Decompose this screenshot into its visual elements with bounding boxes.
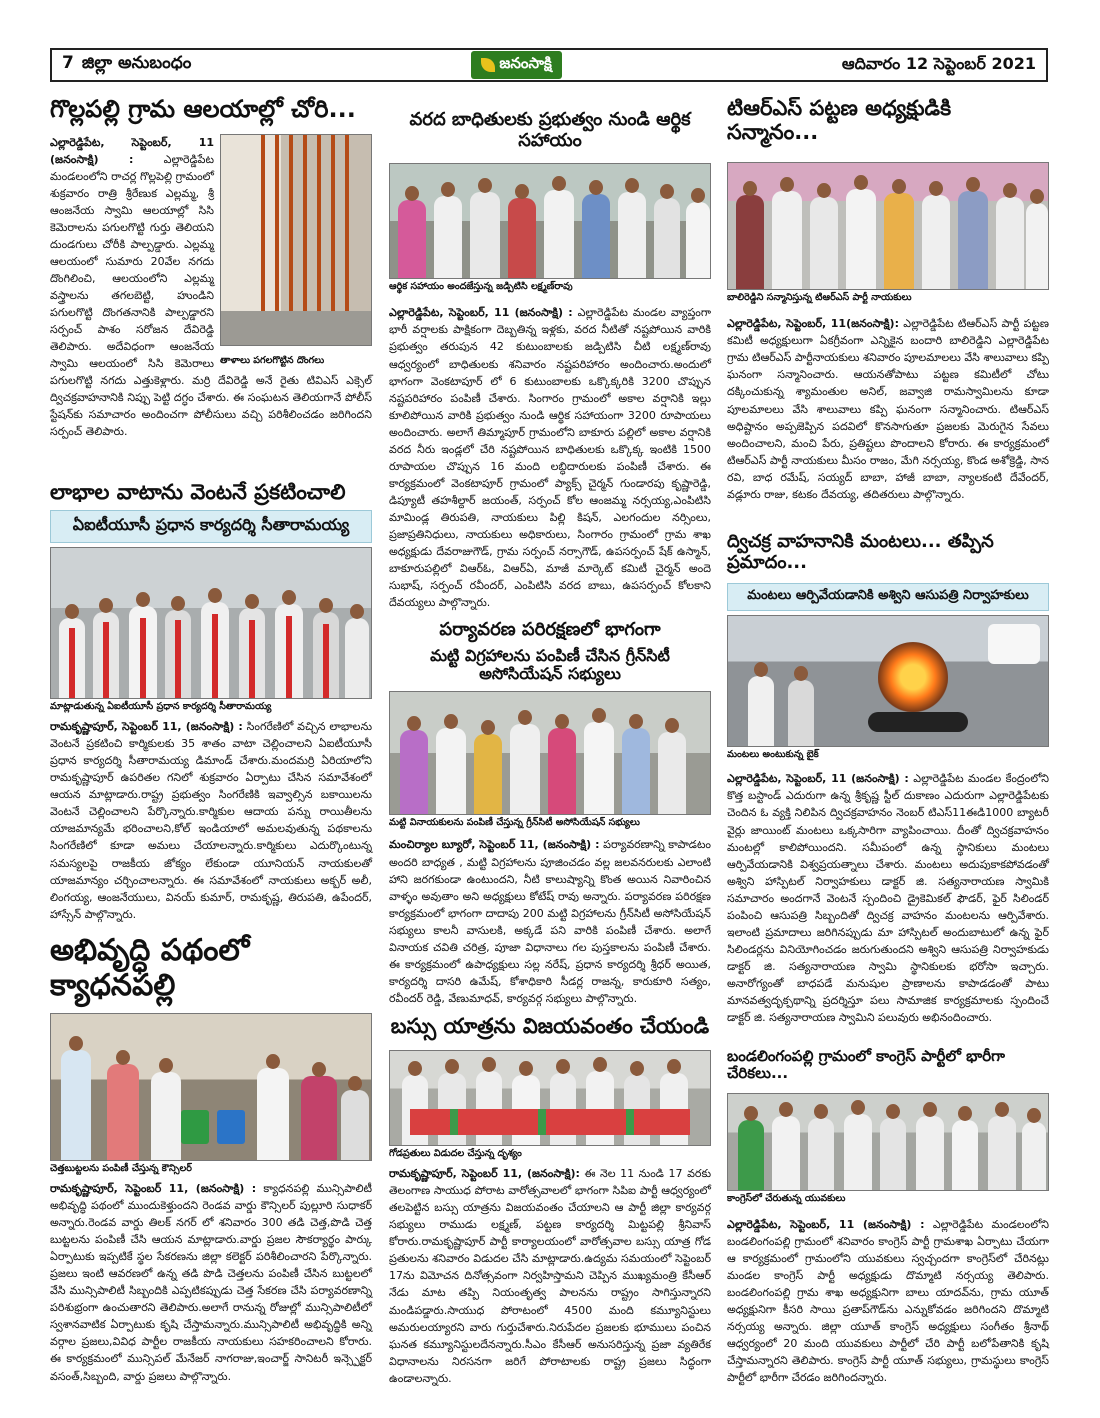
headline: లాభాల వాటాను వెంటనే ప్రకటించాలి <box>50 480 346 504</box>
dateline: ఎల్లారెడ్డిపేట, సెప్టెంబర్, 11 (జనంసాక్షి) : <box>727 1217 925 1231</box>
headline: గొల్లపల్లి గ్రామ ఆలయాల్లో చోరి... <box>50 95 356 123</box>
photo-caption: చెత్తబుట్టలను పంపిణీ చేస్తున్న కౌన్సిలర్ <box>50 1163 192 1174</box>
newspaper-logo <box>471 51 561 79</box>
photo-trs-felicitation <box>727 162 1049 290</box>
article-body <box>389 1165 711 1401</box>
article-bike-fire <box>727 532 1049 1038</box>
photo-relief-distribution <box>389 163 711 279</box>
leaf-icon <box>481 58 495 72</box>
headline-line-1: పర్యావరణ పరిరక్షణలో భాగంగా <box>439 619 661 640</box>
photo-temple-gate <box>220 134 372 346</box>
issue-date: ఆదివారం 12 సెప్టెంబర్ 2021 <box>841 53 1036 73</box>
article-body <box>727 770 1049 1038</box>
body-text: ఈ నెల 11 నుండి 17 వరకు తెలంగాణ సాయుధ పోరాట వారోత్సవాలలో భాగంగా సిపిఐ పార్టీ ఆధ్వర్యంలో తలపెట్టిన బస్సు యాత్రను విజయవంతం చేయాలని ఆ పార్టీ జిల్లా కార్యవర్గ సభ్యులు రాముడు లక్ష్మణ్, పట్టణ కార్యదర్శి మిట్టపల్లి శ్రీనివాస్ కోరారు.రామకృష్ణాపూర్ పార్టీ కార్యాలయంలో వారోత్సవాల బస్సు యాత్ర గోడ ప్రతులను శనివారం విడుదల చేసి మాట్లాడారు.ఉద్యమ సమయంలో సెప్టెంబర్ 17ను విమోచన దినోత్సవంగా నిర్వహిస్తామని చెప్పిన ముఖ్యమంత్రి కేసీఆర్ నేడు మాట తప్పి నియంతృత్వ పాలనను రాష్ట్రం సాగిస్తున్నారని మండిపడ్డారు.సాయుధ పోరాటంలో 4500 మంది కమ్యూనిస్టులు అమరులయ్యారని వారు గుర్తుచేశారు.నిరుపేదల ప్రజలకు భూములు పంచిన ఘనత కమ్యూనిస్టులదేనన్నారు.సీఎం కేసీఆర్ అనుసరిస్తున్న ప్రజా వ్యతిరేక విధానాలను నిరసనగా జరిగే పోరాటాలకు రాష్ట్ర ప్రజలు సిద్ధంగా ఉండాలన్నారు. <box>389 1167 711 1385</box>
photo-idol-distribution <box>389 691 711 815</box>
article-body <box>727 315 1049 539</box>
dateline: మంచిర్యాల బ్యూరో, సెప్టెంబర్ 11, (జనంసాక్షి) : <box>389 838 600 852</box>
article-body <box>389 304 711 642</box>
body-text: పర్యావరణాన్ని కాపాడటం అందరి బాధ్యత , మట్టి విగ్రహాలను పూజించడం వల్ల జలవనరులకు ఎలాంటి హాని జరగకుండా ఉంటుందని, నీటి కాలుష్యాన్ని కొంత అయిన నివారించిన వాళ్ళం అవుతాం అని అధ్యక్షులు కోటేష్ రావు అన్నారు. పర్యావరణ పరిరక్షణ కార్యక్రమంలో భాగంగా దాదాపు 200 మట్టి విగ్రహాలను గ్రీన్‌సిటీ అసోసియేషన్ సభ్యులు కాలనీ వాసులకి, అక్కడే పని వారికి పంపిణీ చేశారు. అలాగే వినాయక చవితి చరిత్ర, పూజా విధానాలు గల పుస్తకాలను పంపిణీ చేశారు. ఈ కార్యక్రమంలో ఉపాధ్యక్షులు సల్ల నరేష్, ప్రధాన కార్యదర్శి శ్రీధర్ అయిత, కార్యదర్శి దాసరి ఉమేష్, కోశాధికారి సీడర్ల రాజన్న, కారుకూరి సత్యం, రవీందర్ రెడ్డి, వేణుమాధవ్, కార్యవర్గ సభ్యులు పాల్గొన్నారు. <box>389 838 712 1005</box>
article-temple-theft <box>50 95 372 439</box>
dateline: ఎల్లారెడ్డిపేట, సెప్టెంబర్, 11 (జనంసాక్షి) : <box>50 135 214 166</box>
body-text: ఎల్లారెడ్డిపేట మండలంలోని రాచర్ల గొల్లపెల్లి గ్రామంలో శుక్రవారం రాత్రి శ్రీరేణుక ఎల్లమ్మ, శ్రీ ఆంజనేయ స్వామి ఆలయాల్లో సిసి కెమెరాలను పగులగొట్టి గుర్తు తెలియని దుండగులు చోరీకి పాల్పడ్డారు. ఎల్లమ్మ ఆలయంలో సుమారు 20వేల నగదు దొంగిలించి, ఆలయంలోని ఎల్లమ్మ వస్త్రాలను తగలబెట్టి, హుండిని పగులగొట్టి దొంగతనానికి పాల్పడ్డారని సర్పంచ్ పాశం సరోజన దేవిరెడ్డి తెలిపారు. అదేవిధంగా ఆంజనేయ స్వామి ఆలయంలో సిసి కెమెరాలు పగులగొట్టి నగదు ఎత్తుకెళ్లారు. మర్రి దేవిరెడ్డి అనే రైతు టివిఎస్ ఎక్సెల్ ద్విచక్రవాహనానికి నిప్పు పెట్టి దగ్ధం చేశారు. ఈ సంఘటన తెలియగానే పోలీస్ స్టేషన్‌కు సమాచారం అందించగా పోలీసులు వచ్చి పరిశీలించడం జరిగిందని సర్పంచ్ తెలిపారు. <box>50 152 372 439</box>
photo-bike-fire <box>727 615 1049 747</box>
article-kyadhanapalli <box>50 934 372 1392</box>
subheadline-band: మంటలు ఆర్పివేయడానికి అశ్విని ఆసుపత్రి నిర్వాహకులు <box>727 583 1049 611</box>
photo-caption: కాంగ్రెస్‌లో చేరుతున్న యువకులు <box>727 1192 846 1204</box>
article-trs-felicitation <box>727 96 1049 539</box>
photo-caption: మట్టి వినాయకులను పంపిణీ చేస్తున్న గ్రీన్‌సిటీ అసోసియేషన్ సభ్యులు <box>389 817 640 829</box>
dateline: ఎల్లారెడ్డిపేట, సెప్టెంబర్, 11 (జనంసాక్షి) : <box>727 772 909 786</box>
masthead <box>50 48 1048 82</box>
body-text: ఎల్లారెడ్డిపేట మండల కేంద్రంలోని కొత్త బస్టాండ్ ఎదురుగా ఉన్న శ్రీకృష్ణ స్టీల్ దుకాణం ఎదురుగా ఎల్లారెడ్డిపేటకు చెందిన ఓ వ్యక్తి నిలిపిన ద్విచక్రవాహనం నెంబర్ టిఎస్11ఈడి1000 బ్యాటరీ వైర్లు జాయింట్ మంటలు ఒక్కసారిగా వ్యాపించాయి. దీంతో ద్విచక్రవాహనం మంటల్లో కాలిపోయిందని. సమీపంలో ఉన్న స్థానికులు మంటలు ఆర్పివేయడానికి విశ్వప్రయత్నాలు చేశారు. మంటలు అదుపుకాకపోవడంతో అశ్విని హాస్పిటల్ నిర్వాహకులు డాక్టర్ జి. సత్యనారాయణ స్వామికి సమాచారం అందగానే వెంటనే స్పందించి డ్రైకెమికల్ ఫౌడర్, ఫైర్ సిలిండర్ పంపించి ఆసుపత్రి సిబ్బందితో ద్విచక్ర వాహనం మంటలను ఆర్పివేశారు. ఇలాంటి ప్రమాదాలు జరిగినప్పుడు మా హాస్పిటల్ అందుబాటులో ఉన్న ఫైర్ సిలిండర్లను వినియోగించడం జరుగుతుందని అశ్విని ఆసుపత్రి నిర్వాహకుడు డాక్టర్ జి. సత్యనారాయణ స్వామి స్థానికులకు భరోసా ఇచ్చారు. అనారోగ్యంతో బాధపడే మనుషుల ప్రాణాలను కాపాడడంతో పాటు మానవత్వదృక్పథాన్ని ప్రదర్శిస్తూ పలు సామాజిక కార్యక్రమాలకు స్పందించే డాక్టర్ జి. సత్యనారాయణ స్వామిని పలువురు అభినందించారు. <box>727 772 1050 1025</box>
page-header-left <box>62 53 191 77</box>
photo-dustbin-distribution <box>50 1013 372 1161</box>
photo-caption: తాళాలు పగలగొట్టిన దొంగలు <box>220 354 325 366</box>
photo-caption: బాలిరెడ్డిని సన్మానిస్తున్న టిఆర్ఎస్ పార్టీ నాయకులు <box>727 292 912 304</box>
photo-caption: ఆర్థిక సహాయం అందజేస్తున్న జడ్పిటిసి లక్ష్మణ్‌రావు <box>389 281 573 293</box>
article-body <box>50 1180 372 1392</box>
page-number: 7 <box>62 53 74 73</box>
logo-text: జనంసాక్షి <box>499 54 552 72</box>
dateline: ఎల్లారెడ్డిపేట, సెప్టెంబర్, 11 (జనంసాక్షి) : <box>389 306 573 320</box>
article-body <box>727 1216 1049 1412</box>
section-name: జిల్లా అనుబంధం <box>81 53 192 73</box>
body-text: ఎల్లారెడ్డిపేట మండల వ్యాప్తంగా భారీ వర్షాలకు పాక్షికంగా దెబ్బతిన్న ఇళ్లకు, వరద నీటితో నష్టపోయిన వారికి ప్రభుత్వం తరుపున 42 కుటుంబాలకు జడ్పిటిసి చీటి లక్ష్మణ్‌రావు ఆధ్వర్యంలో బాధితులకు శనివారం నష్టపరిహారం అందించారు.అందులో భాగంగా వెంకటాపూర్ లో 6 కుటుంబాలకు ఒక్కొక్కరికి 3200 చొప్పున నష్టపరిహారం పంపిణీ చేశారు. సింగారం గ్రామంలో అకాల వర్షానికి ఇల్లు కూలిపోయిన వారికి ప్రభుత్వం నుండి ఆర్థిక సహాయంగా 3200 రూపాయలు అందించారు. అలాగే తిమ్మాపూర్ గ్రామంలోని బాకూరు పల్లిలో అకాల వర్షానికి వరద నీరు ఇండ్లలో చేరి నష్టపోయిన బాధితులకు ఒక్కొక్క ఇంటికి 1500 రూపాయల చొప్పున 16 మంది లబ్ధిదారులకు పంపిణీ చేశారు. ఈ కార్యక్రమంలో వెంకటాపూర్ గ్రామంలో ప్యాక్స్ చైర్మన్ గుండారపు కృష్ణారెడ్డి, డిప్యూటీ తహశీల్దార్ జయంత్, సర్పంచ్ కోల ఆంజమ్మ నర్సయ్య,ఎంపిటిసి మామిండ్ల తిరుపతి, నాయకులు పిల్లి కిషన్, ఎలగందుల నర్సింలు, ప్రజాప్రతినిధులు, నాయకులు అధికారులు, సింగారం గ్రామంలో గ్రామ శాఖ అధ్యక్షుడు దేవరాజుగౌడ్, గ్రామ సర్పంచ్ నర్సాగౌడ్, ఉపసర్పంచ్ షేక్ ఉస్మాన్, బాకూరుపల్లిలో విఆర్ఓ, విఆర్ఏ, మాజీ మార్కెట్ కమిటీ చైర్మన్ అందె సుభాష్, సర్పంచ్ రవీందర్, ఎంపిటిసి వరద బాబు, ఉపసర్పంచ్ కోలకాని దేవయ్యలు పాల్గొన్నారు. <box>389 306 711 610</box>
photo-caption: మంటలు అంటుకున్న బైక్ <box>727 749 819 761</box>
photo-poster-release <box>389 1050 711 1146</box>
fire-icon <box>878 642 948 712</box>
article-bus-yatra <box>389 1014 711 1401</box>
article-body <box>389 836 712 1005</box>
dateline: రామకృష్ణాపూర్, సెప్టెంబర్ 11, (జనంసాక్షి) : <box>50 1182 257 1195</box>
article-flood-relief <box>389 110 711 642</box>
headline: ద్విచక్ర వాహనానికి మంటలు... తప్పిన ప్రమాదం... <box>727 531 994 573</box>
subheadline-band: ఏఐటీయూసీ ప్రధాన కార్యదర్శి సీతారామయ్య <box>50 510 372 543</box>
headline-line-2: మట్టి విగ్రహాలను పంపిణీ చేసిన గ్రీన్‌సిటీ అసోసియేషన్ సభ్యులు <box>430 645 670 684</box>
headline: అభివృద్ధి పథంలో క్యాధనపల్లి <box>50 933 250 1003</box>
photo-aituc-meeting <box>50 547 372 699</box>
body-text: క్యాధనపల్లి మున్సిపాలిటీ అభివృద్ధి పథంలో ముందుకెళ్తుందని రెండవ వార్డు కౌన్సిలర్ పుల్లూరి సుధాకర్ అన్నారు.రెండవ వార్డు తిలక్ నగర్ లో శనివారం 300 తడి చెత్త,పొడి చెత్త బుట్టలను పంపిణీ చేసి ఆయన మాట్లాడారు.వార్డు ప్రజల సౌకర్యార్థం పార్కు ఏర్పాటుకు ఇప్పటికే స్థల సేకరణను జిల్లా కలెక్టర్ పరిశీలించారని పేర్కొన్నారు. ప్రజలు ఇంటి ఆవరణలో ఉన్న తడి పొడి చెత్తలను పంపిణీ చేసిన బుట్టలలో వేసి మున్సిపాలిటీ సిబ్బందికి ఎప్పటికప్పుడు చెత్త సేకరణ చేసి పర్యావరణాన్ని పరిశుభ్రంగా ఉంచుతారని తెలిపారు.అలాగే రానున్న రోజుల్లో మున్సిపాలిటీలో స్వశానవాటిక ఏర్పాటుకు కృషి చేస్తామన్నారు.మున్సిపాలిటీ అభివృద్ధికి అన్ని వర్గాల ప్రజలు,వివిధ పార్టీల రాజకీయ నాయకులు సహకరించాలని కోరారు. ఈ కార్యక్రమంలో మున్సిపల్ మేనేజర్ నాగరాజు,ఇంచార్జ్ సానిటరీ ఇన్స్పెక్టర్ వసంత్,సిబ్బంది, వార్డు ప్రజలు పాల్గొన్నారు. <box>50 1182 373 1383</box>
article-body <box>50 134 372 439</box>
article-clay-idols <box>389 619 712 1005</box>
photo-congress-joining <box>727 1093 1049 1191</box>
photo-caption: మాట్లాడుతున్న ఏఐటీయూసీ ప్రధాన కార్యదర్శి సీతారామయ్య <box>50 701 272 713</box>
photo-block <box>220 134 372 369</box>
headline: వరద బాధితులకు ప్రభుత్వం నుండి ఆర్థిక సహాయం <box>409 109 691 151</box>
dateline: రామకృష్ణాపూర్, సెప్టెంబర్ 11, (జనంసాక్షి): <box>389 1167 580 1181</box>
dateline: ఎల్లారెడ్డిపేట, సెప్టెంబర్, 11(జనంసాక్షి): <box>727 317 899 331</box>
article-congress-joining <box>727 1048 1049 1412</box>
body-text: ఎల్లారెడ్డిపేట టిఆర్ఎస్ పార్టీ పట్టణ కమిటీ అధ్యక్షులుగా ఏకగ్రీవంగా ఎన్నికైన బందారి బాలిరెడ్డిని ఎల్లారెడ్డిపేట గ్రామ టిఆర్ఎస్ పార్టీనాయకులు శనివారం పూలమాలలు వేసి శాలువాలు కప్పి ఘనంగా సన్మానించారు. ఆయనతోపాటు పట్టణ కమిటీలో చోటు దక్కించుకున్న శ్యామంతుల అనిల్, జవ్వాజి రామస్వామిలను కూడా పూలమాలలు వేసి శాలువాలు కప్పి ఘనంగా సన్మానించారు. టిఆర్ఎస్ అధిష్టానం అప్పజెప్పిన పదవిలో కొనసాగుతూ ప్రజలకు మెరుగైన సేవలు అందించాలని, మంచి పేరు, ప్రతిష్టలు పొందాలని కోరారు. ఈ కార్యక్రమంలో టిఆర్ఎస్ పార్టీ నాయకులు మీసం రాజం, మేగి నర్సయ్య, కొండ అశోక్రెడ్డి, సాన రవి, బాధ రమేష్, సయ్యద్ బాబా, హాజీ బాబా, న్యాలకంటి దేవేందర్, వడ్లూరు రాజు, కటకం దేవయ్య, తదితరులు పాల్గొన్నారు. <box>727 317 1049 501</box>
dateline: రామకృష్ణాపూర్, సెప్టెంబర్ 11, (జనంసాక్షి) : <box>50 720 243 734</box>
photo-caption: గోడప్రతులు విడుదల చేస్తున్న దృశ్యం <box>389 1148 522 1160</box>
article-body <box>50 718 372 926</box>
headline: టిఆర్ఎస్ పట్టణ అధ్యక్షుడికి సన్మానం... <box>727 96 952 145</box>
headline: బండలింగంపల్లి గ్రామంలో కాంగ్రెస్ పార్టీలో భారీగా చేరికలు... <box>727 1047 1005 1083</box>
body-text: సింగరేణిలో వచ్చిన లాభాలను వెంటనే ప్రకటించి కార్మికులకు 35 శాతం వాటా చెల్లించాలని ఏఐటీయూసీ ప్రధాన కార్యదర్శి సీతారామయ్య డిమాండ్ చేశారు.మందమర్రి ఏరియాలోని రామకృష్ణాపూర్ ఉపరితల గనిలో శుక్రవారం ఏర్పాటు చేసిన సమావేశంలో ఆయన మాట్లాడారు.రాష్ట్ర ప్రభుత్వం సింగరేణికి ఇవ్వాల్సిన బకాయిలను వెంటనే చెల్లించాలని పేర్కొన్నారు.కార్మికుల ఆదాయ పన్ను రాయితీలను యాజమాన్యమే భరించాలని,కోల్ ఇండియాలో అమలవుతున్న పథకాలను సింగరేణిలో కూడా అమలు చేయాలన్నారు.కార్మికులు ఎదుర్కొంటున్న సమస్యలపై రాజకీయ జోక్యం లేకుండా యూనియన్ నాయకులతో యాజమాన్యం చర్చించాలన్నారు. ఈ సమావేశంలో నాయకులు అక్బర్ అలీ, లింగయ్య, ఆంజనేయులు, వినయ్ కుమార్, రామకృష్ణ, తిరుపతి, ఉపేందర్, హాస్సేన్ పాల్గొన్నారు. <box>50 720 372 921</box>
article-aituc <box>50 480 372 926</box>
headline: బస్సు యాత్రను విజయవంతం చేయండి <box>390 1014 710 1038</box>
body-text: ఎల్లారెడ్డిపేట మండలంలోని బండలింగంపల్లి గ్రామంలో శనివారం కాంగ్రెస్ పార్టీ గ్రామశాఖ ఏర్పాటు చేయగా ఆ కార్యక్రమంలో గ్రామంలోని యువకులు స్వచ్చందగా కాంగ్రెస్‌లో చేరినట్లు మండల కాంగ్రెస్ పార్టీ అధ్యక్షుడు దొమ్మాటి నర్సయ్య తెలిపారు. బండలింగంపల్లి గ్రామ శాఖ అధ్యక్షునిగా బాలు యాదవ్‌ను, గ్రామ యూత్ అధ్యక్షునిగా కీసరి సాయి ప్రతాప్‌గౌడ్‌ను ఎన్నుకోవడం జరిగిందని దొమ్మాటి నర్సయ్య అన్నారు. జిల్లా యూత్ కాంగ్రెస్ అధ్యక్షులు సంగీతం శ్రీనాథ్ ఆధ్వర్యంలో 20 మంది యువకులు పార్టీలో చేరి పార్టీ బలోపేతానికి కృషి చేస్తామన్నారని తెలిపారు. కాంగ్రెస్ పార్టీ యూత్ సభ్యులు, గ్రామస్థులు కాంగ్రెస్ పార్టీలో భారీగా చేరడం జరిగిందన్నారు. <box>727 1217 1050 1384</box>
